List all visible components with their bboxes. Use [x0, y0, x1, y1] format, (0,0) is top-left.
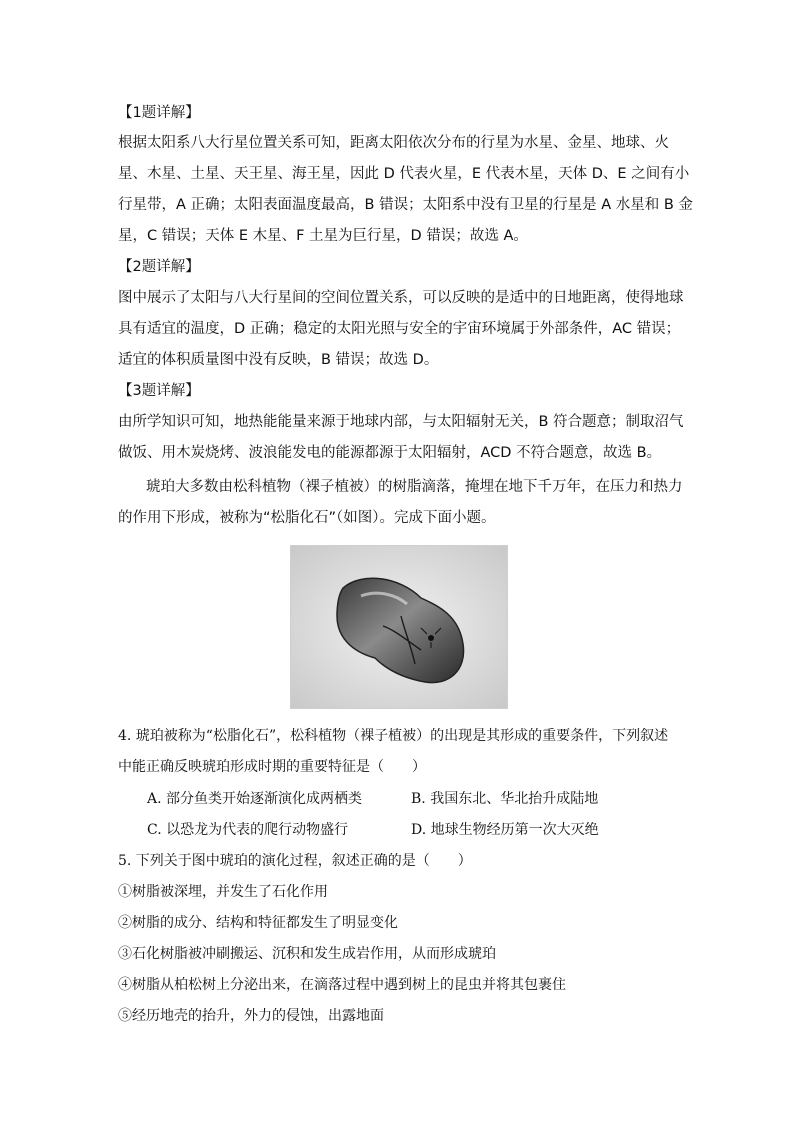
question-5-item: ②树脂的成分、结构和特征都发生了明显变化: [118, 915, 398, 931]
section-3-line: 由所学知识可知，地热能能量来源于地球内部，与太阳辐射无关，B 符合题意；制取沼气: [118, 414, 684, 430]
question-5-item: ⑤经历地壳的抬升，外力的侵蚀，出露地面: [118, 1008, 384, 1024]
question-5-item: ③石化树脂被冲刷搬运、沉积和发生成岩作用，从而形成琥珀: [118, 946, 496, 962]
section-3-line: 做饭、用木炭烧烤、波浪能发电的能源都源于太阳辐射，ACD 不符合题意，故选 B。: [118, 445, 662, 461]
option-c: C. 以恐龙为代表的爬行动物盛行: [147, 822, 349, 838]
section-1-line: 星、木星、土星、天王星、海王星，因此 D 代表火星，E 代表木星，天体 D、E 之间有小: [118, 166, 690, 182]
option-b: B. 我国东北、华北抬升成陆地: [411, 791, 599, 807]
section-2-line: 具有适宜的温度，D 正确；稳定的太阳光照与安全的宇宙环境属于外部条件，AC 错误；: [118, 321, 681, 337]
option-a: A. 部分鱼类开始逐渐演化成两栖类: [147, 791, 363, 807]
question-4-stem: 中能正确反映琥珀形成时期的重要特征是（ ）: [118, 759, 426, 775]
option-d: D. 地球生物经历第一次大灭绝: [411, 822, 599, 838]
section-1-heading: 【1题详解】: [118, 105, 200, 121]
intro-line: 的作用下形成，被称为“松脂化石”（如图）。完成下面小题。: [118, 510, 496, 526]
section-3-heading: 【3题详解】: [118, 383, 200, 399]
section-2-heading: 【2题详解】: [118, 259, 200, 275]
question-5-item: ④树脂从柏松树上分泌出来，在滴落过程中遇到树上的昆虫并将其包裹住: [118, 977, 566, 993]
question-4-stem: 4. 琥珀被称为“松脂化石”，松科植物（裸子植被）的出现是其形成的重要条件，下列叙述: [118, 728, 669, 744]
section-1-line: 星，C 错误；天体 E 木星、F 土星为巨行星，D 错误；故选 A。: [118, 228, 528, 244]
question-5-item: ①树脂被深埋，并发生了石化作用: [118, 884, 328, 900]
section-1-line: 根据太阳系八大行星位置关系可知，距离太阳依次分布的行星为水星、金星、地球、火: [118, 135, 669, 151]
intro-line: 琥珀大多数由松科植物（裸子植被）的树脂滴落，掩埋在地下千万年，在压力和热力: [146, 479, 683, 495]
section-2-line: 图中展示了太阳与八大行星间的空间位置关系，可以反映的是适中的日地距离，使得地球: [118, 290, 684, 306]
section-1-line: 行星带，A 正确；太阳表面温度最高，B 错误；太阳系中没有卫星的行星是 A 水星和 B 金: [118, 197, 693, 213]
section-2-line: 适宜的体积质量图中没有反映，B 错误；故选 D。: [118, 352, 439, 368]
amber-photo: [290, 545, 508, 709]
question-5-stem: 5. 下列关于图中琥珀的演化过程，叙述正确的是（ ）: [118, 853, 472, 869]
